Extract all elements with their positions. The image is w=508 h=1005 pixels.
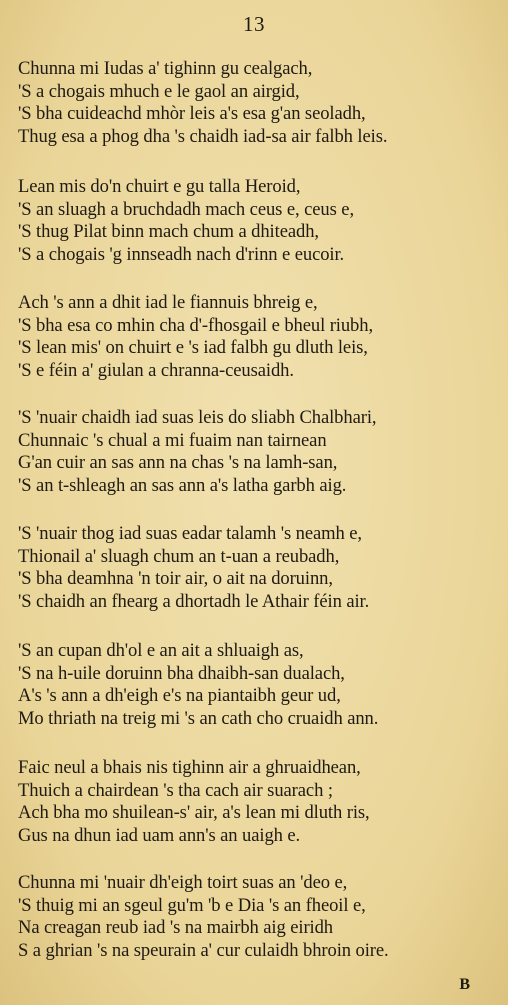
stanza-4	[18, 407, 498, 497]
verse-line: Chunna mi Iudas a' tighinn gu cealgach,	[18, 58, 313, 79]
verse-line: 'S bha esa co mhin cha d'-fhosgail e bheul riubh,	[18, 314, 373, 336]
verse-line: Chunnaic 's chual a mi fuaim nan tairnean	[18, 429, 327, 451]
verse-line: 'S lean mis' on chuirt e 's iad falbh gu dluth leis,	[18, 337, 368, 358]
verse-line: Thionail a' sluagh chum an t-uan a reubadh,	[18, 545, 340, 567]
verse-line: 'S e féin a' giulan a chranna-ceusaidh.	[18, 359, 294, 381]
verse-line: Lean mis do'n chuirt e gu talla Heroid,	[18, 176, 301, 197]
page-number: 13	[243, 12, 265, 36]
verse-line: Ach 's ann a dhit iad le fiannuis bhreig e,	[18, 292, 318, 313]
verse-line: 'S bha cuideachd mhòr leis a's esa g'an seoladh,	[18, 103, 366, 124]
verse-line: Faic neul a bhais nis tighinn air a ghruaidhean,	[18, 757, 361, 778]
verse-line: S a ghrian 's na speurain a' cur culaidh bhroin oire.	[18, 939, 389, 961]
verse-line: G'an cuir an sas ann na chas 's na lamh-san,	[18, 452, 338, 473]
verse-line: 'S a chogais 'g innseadh nach d'rinn e eucoir.	[18, 243, 345, 265]
verse-line: Ach bha mo shuilean-s' air, a's lean mi dluth ris,	[18, 802, 370, 823]
verse-line: Chunna mi 'nuair dh'eigh toirt suas an 'deo e,	[18, 872, 348, 893]
verse-line: 'S bha deamhna 'n toir air, o ait na doruinn,	[18, 568, 333, 589]
verse-line: 'S a chogais mhuch e le gaol an airgid,	[18, 80, 300, 102]
verse-line: 'S an sluagh a bruchdadh mach ceus e, ceus e,	[18, 198, 354, 220]
verse-line: Thug esa a phog dha 's chaidh iad-sa air falbh leis.	[18, 125, 388, 147]
verse-line: Gus na dhun iad uam ann's an uaigh e.	[18, 824, 301, 846]
verse-line: 'S thuig mi an sgeul gu'm 'b e Dia 's an fheoil e,	[18, 894, 366, 916]
stanza-5	[18, 523, 498, 613]
verse-line: 'S an t-shleagh an sas ann a's latha garbh aig.	[18, 474, 347, 496]
verse-line: Na creagan reub iad 's na mairbh aig eiridh	[18, 917, 334, 938]
stanza-8	[18, 872, 498, 962]
verse-line: Thuich a chairdean 's tha cach air suarach ;	[18, 779, 333, 801]
verse-line: 'S thug Pilat binn mach chum a dhiteadh,	[18, 221, 319, 242]
verse-line: 'S 'nuair thog iad suas eadar talamh 's neamh e,	[18, 523, 362, 544]
verse-line: 'S chaidh an fhearg a dhortadh le Athair féin air.	[18, 590, 370, 612]
verse-line: A's 's ann a dh'eigh e's na piantaibh geur ud,	[18, 685, 341, 706]
signature-mark: B	[459, 976, 470, 993]
stanza-7	[18, 757, 498, 847]
verse-line: Mo thriath na treig mi 's an cath cho cruaidh ann.	[18, 707, 379, 729]
verse-line: 'S na h-uile doruinn bha dhaibh-san dualach,	[18, 662, 345, 684]
stanza-2	[18, 176, 498, 266]
verse-line: 'S 'nuair chaidh iad suas leis do sliabh Chalbhari,	[18, 407, 377, 428]
stanza-3	[18, 292, 498, 382]
stanza-1	[18, 58, 498, 148]
verse-line: 'S an cupan dh'ol e an ait a shluaigh as,	[18, 640, 304, 661]
stanza-6	[18, 640, 498, 730]
